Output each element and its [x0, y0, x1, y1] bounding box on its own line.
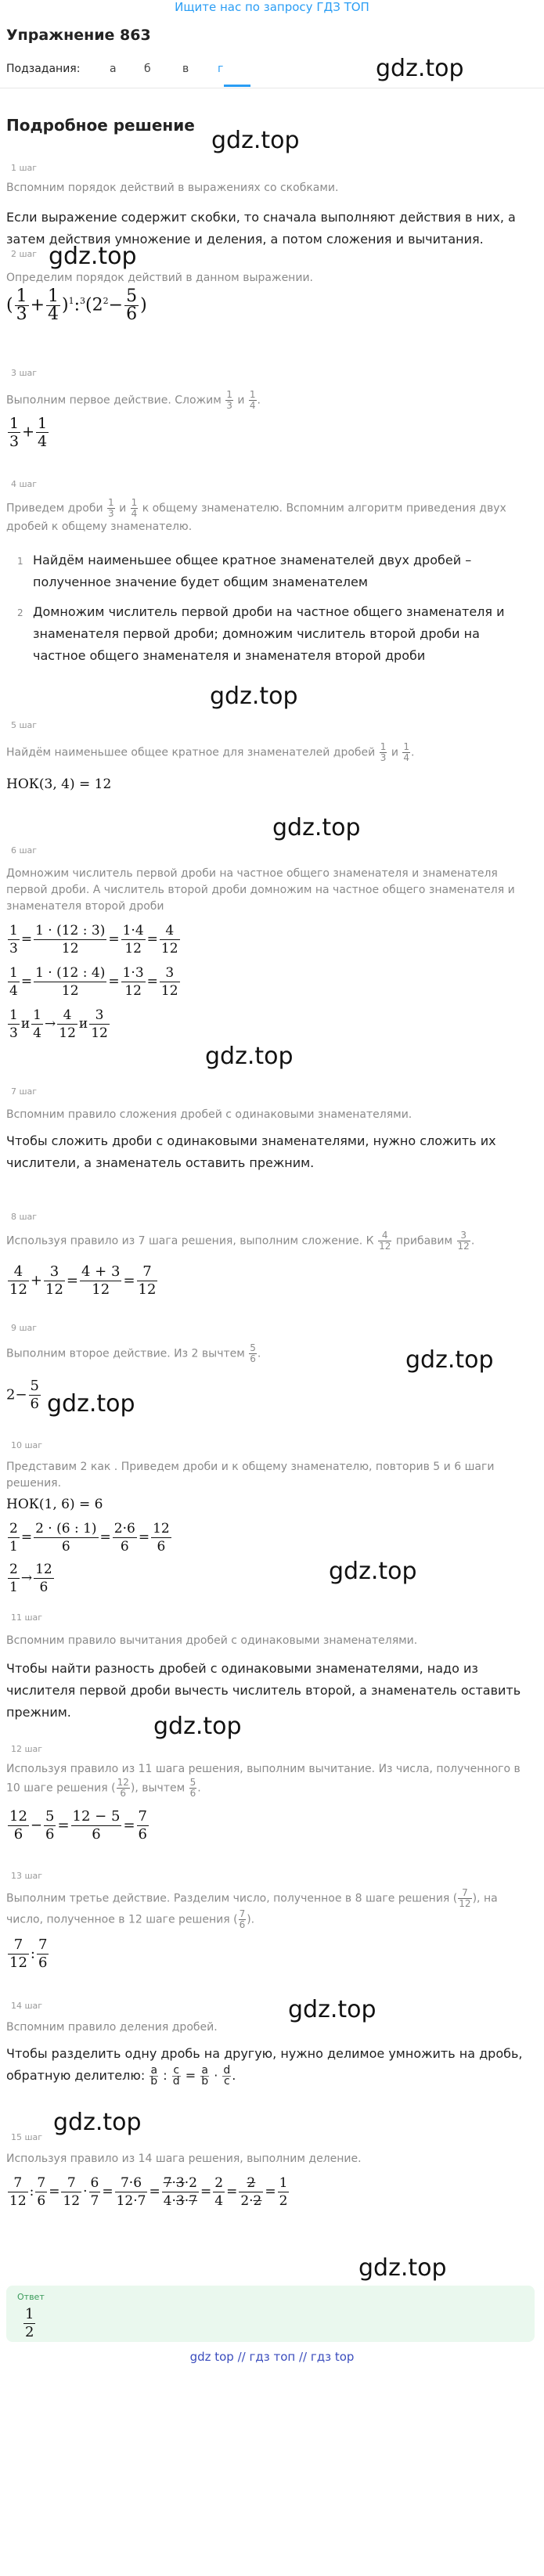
answer-box — [6, 2286, 535, 2342]
watermark: gdz.top — [47, 1390, 135, 1418]
watermark: gdz.top — [405, 1346, 494, 1374]
subtasks-label: Подзадания: — [6, 63, 81, 75]
expression: ( $\frac{1}{3}$ + $\frac{1}{4}$ )$^1:^3(2^2-$ $\frac{5}{6}$ ) — [6, 286, 147, 324]
step-hint: Вспомним правило сложения дробей с одинаковыми знаменателями. — [6, 1108, 413, 1121]
step-label: 3 шаг — [11, 368, 38, 378]
step-label: 10 шаг — [11, 1440, 43, 1450]
expression: $\frac{1}{3}$ и $\frac{1}{4}$ → $\frac{4}{12}$ и $\frac{3}{12}$ — [9, 1007, 108, 1041]
rule-text: Чтобы сложить дроби с одинаковыми знаменателями, нужно сложить их числители, а знаменатель оставить прежним. — [6, 1133, 496, 1170]
expression: $\frac{4}{12}$ + $\frac{3}{12}$ = $\frac{4 + 3}{12}$ = $\frac{7}{12}$ — [9, 1263, 157, 1298]
step-label: 2 шаг — [11, 249, 38, 259]
step-label: 9 шаг — [11, 1323, 38, 1333]
step-hint: Используя правило из 7 шага решения, выполним сложение. К $\frac{4}{12}$ прибавим $\frac{3}{12}$ . — [6, 1230, 475, 1252]
step-label: 5 шаг — [11, 720, 38, 730]
watermark: gdz.top — [358, 2254, 447, 2282]
lcm: НОК(1, 6) = 6 — [6, 1497, 103, 1512]
expression: $\frac{2}{1}$ → $\frac{12}{6}$ — [9, 1562, 52, 1595]
step-hint: Вспомним правило вычитания дробей с одинаковыми знаменателями. — [6, 1634, 418, 1647]
tab-v[interactable]: в — [182, 63, 189, 75]
expression: 2− $\frac{5}{6}$ — [6, 1378, 39, 1412]
watermark: gdz.top — [288, 1996, 376, 2023]
step-hint: Вспомним правило деления дробей. — [6, 2021, 218, 2034]
list-item: Найдём наименьшее общее кратное знаменателей двух дробей – полученное значение будет общим знаменателем — [33, 553, 472, 589]
expression: $\frac{1}{3}$ + $\frac{1}{4}$ — [9, 415, 48, 450]
footer-links[interactable]: gdz top // гдз топ // гдз top — [189, 2350, 355, 2364]
expression: $\frac{2}{1}$ = $\frac{2 \cdot (6 : 1)}{6}$ = $\frac{2\cdot 6}{6}$ = $\frac{12}{6}$ — [9, 1521, 170, 1555]
expression: $\frac{7}{12}$ : $\frac{7}{6}$ — [9, 1937, 48, 1971]
step-label: 8 шаг — [11, 1212, 38, 1222]
expression: $\frac{12}{6}$ − $\frac{5}{6}$ = $\frac{12 - 5}{6}$ = $\frac{7}{6}$ — [9, 1808, 147, 1843]
watermark: gdz.top — [49, 243, 137, 270]
step-hint: Выполним второе действие. Из 2 вычтем $\frac{5}{6}$ . — [6, 1342, 261, 1364]
step-hint: Найдём наименьшее общее кратное для знаменателей дробей $\frac{1}{3}$ и $\frac{1}{4}$ . — [6, 741, 415, 763]
watermark: gdz.top — [210, 683, 298, 710]
answer-value: $\frac{1}{2}$ — [25, 2306, 34, 2340]
step-hint: Выполним первое действие. Сложим $\frac{1}{3}$ и $\frac{1}{4}$ . — [6, 389, 261, 411]
step-label: 7 шаг — [11, 1086, 38, 1097]
watermark: gdz.top — [329, 1558, 417, 1585]
list-item: Домножим числитель первой дроби на частное общего знаменателя и знаменателя первой дроби; домножим числитель второй дроби на частное общего знаменателя и знаменателя второй дроби — [33, 604, 505, 663]
expression: $\frac{1}{4}$ = $\frac{1 \cdot (12 : 4)}{12}$ = $\frac{1\cdot 3}{12}$ = $\frac{3}{12}$ — [9, 965, 178, 999]
list-number: 2 — [17, 607, 23, 618]
top-banner[interactable]: Ищите нас по запросу ГДЗ ТОП — [0, 0, 544, 14]
step-label: 14 шаг — [11, 2001, 43, 2011]
rule-text: Чтобы найти разность дробей с одинаковыми знаменателями, надо из числителя первой дроби вычесть числитель второй, а знаменатель оставить прежним. — [6, 1661, 521, 1720]
page-title: Упражнение 863 — [6, 27, 151, 44]
tab-a[interactable]: а — [110, 63, 117, 75]
step-hint: Выполним третье действие. Разделим число, полученное в 8 шаге решения ( $\frac{7}{12}$ ), на число, полученное в 12 шаге решения ( $\frac{7}{6}$ ). — [6, 1887, 498, 1930]
section-title: Подробное решение — [6, 116, 195, 135]
rule-text: Чтобы разделить одну дробь на другую, нужно делимое умножить на дробь, обратную делителю: $\frac{a}{b}$ : $\frac{c}{d}$ = $\frac{a}{b}$ · $\frac{d}{c}$ . — [6, 2046, 523, 2088]
step-hint: Приведем дроби $\frac{1}{3}$ и $\frac{1}{4}$ к общему знаменателю. Вспомним алгоритм приведения двух дробей к общему знаменателю. — [6, 497, 506, 533]
answer-label: Ответ — [17, 2292, 45, 2302]
watermark: gdz.top — [272, 814, 361, 841]
rule-text: Если выражение содержит скобки, то сначала выполняют действия в них, а затем действия умножение и деления, а потом сложения и вычитания. — [6, 210, 516, 247]
expression: $\frac{1}{3}$ = $\frac{1 \cdot (12 : 3)}{12}$ = $\frac{1\cdot 4}{12}$ = $\frac{4}{12}$ — [9, 923, 178, 957]
watermark: gdz.top — [53, 2109, 142, 2136]
expression: $\frac{7}{12}$ : $\frac{7}{6}$ = $\frac{7}{12}$ · $\frac{6}{7}$ = $\frac{7\cdot 6}{12\cdot 7}$ = $\frac{7\cdot 3\cdot 2}{4\cdot 3\cdot 7}$ = $\frac{2}{4}$ = $\frac{2}{2\cdot 2}$ = $\frac{1}{2}$ — [9, 2175, 288, 2209]
lcm: НОК(3, 4) = 12 — [6, 776, 112, 792]
step-hint: Вспомним порядок действий в выражениях со скобками. — [6, 182, 339, 194]
watermark: gdz.top — [376, 55, 464, 82]
list-number: 1 — [17, 556, 23, 567]
step-label: 13 шаг — [11, 1871, 43, 1881]
step-label: 1 шаг — [11, 163, 38, 173]
step-label: 12 шаг — [11, 1744, 43, 1754]
watermark: gdz.top — [211, 127, 300, 154]
active-tab-indicator — [224, 85, 250, 87]
step-label: 11 шаг — [11, 1612, 43, 1623]
step-hint: Домножим числитель первой дроби на частное общего знаменателя и знаменателя первой дроби. А числитель второй дроби домножим на частное общего знаменателя и знаменателя второй дроби — [6, 867, 515, 913]
tab-b[interactable]: б — [144, 63, 151, 75]
step-label: 15 шаг — [11, 2132, 43, 2142]
step-hint: Определим порядок действий в данном выражении. — [6, 272, 313, 284]
step-hint: Представим 2 как . Приведем дроби и к общему знаменателю, повторив 5 и 6 шаги решения. — [6, 1461, 495, 1490]
tab-g[interactable]: г — [218, 63, 224, 75]
step-hint: Используя правило из 11 шага решения, выполним вычитание. Из числа, полученного в 10 шаге решения ( $\frac{12}{6}$ ), вычтем $\frac{5}{6}$ . — [6, 1763, 521, 1799]
watermark: gdz.top — [153, 1713, 242, 1740]
step-label: 6 шаг — [11, 845, 38, 856]
step-hint: Используя правило из 14 шага решения, выполним деление. — [6, 2153, 362, 2165]
step-label: 4 шаг — [11, 479, 38, 489]
watermark: gdz.top — [205, 1043, 294, 1070]
